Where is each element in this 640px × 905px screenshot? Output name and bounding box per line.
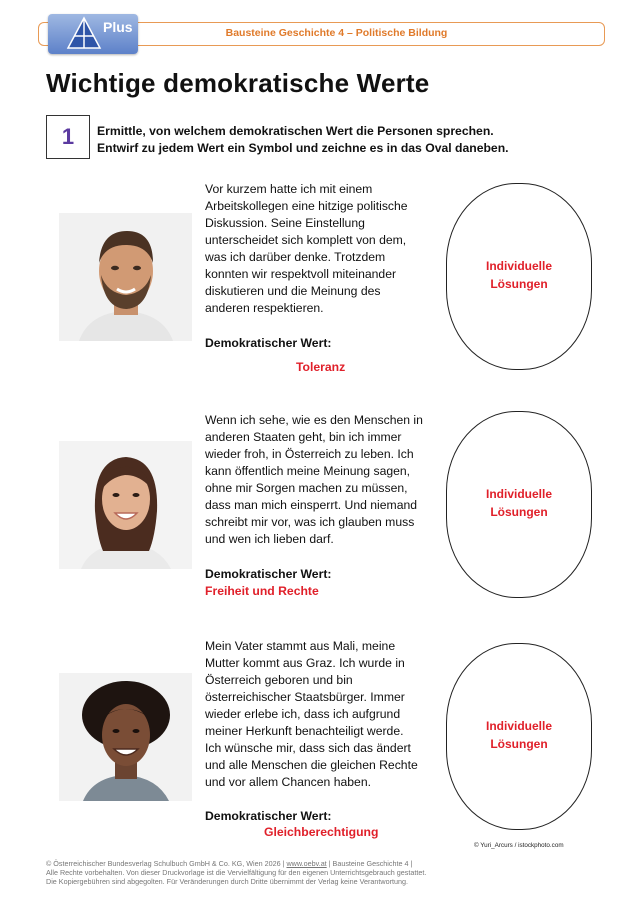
symbol-oval[interactable] <box>446 643 592 830</box>
story-line: und wen ich lieben darf. <box>205 532 334 546</box>
triangle-logo-icon <box>66 16 102 50</box>
story-line: und alle Menschen die gleichen Rechte <box>205 758 418 772</box>
story-line: kann öffentlich meine Meinung sagen, <box>205 464 411 478</box>
story-line: meiner Herkunft benachteiligt werde. <box>205 724 404 738</box>
portrait-photo-woman-smiling <box>59 441 192 569</box>
story-line: unterscheidet sich komplett von dem, <box>205 233 407 247</box>
story-line: diskutieren und die Meinung des <box>205 284 381 298</box>
oval-answer <box>447 257 591 293</box>
photo-credit: © Yuri_Arcurs / istockphoto.com <box>474 842 564 849</box>
oval-line: Individuelle <box>485 487 552 501</box>
story-text <box>205 181 437 317</box>
footer-line <box>46 859 426 868</box>
story-line: wieder froh, in Österreich zu leben. Ich <box>205 447 414 461</box>
instruction-line: Entwirf zu jedem Wert ein Symbol und zeichne es in das Oval daneben. <box>97 141 509 155</box>
symbol-oval[interactable] <box>446 411 592 598</box>
wert-label: Demokratischer Wert: <box>205 809 332 823</box>
oval-line: Individuelle <box>485 719 552 733</box>
story-text <box>205 412 437 548</box>
wert-answer: Freiheit und Rechte <box>205 584 319 598</box>
story-line: und vor allem Chancen haben. <box>205 775 371 789</box>
footer-line: Die Kopiergebühren sind abgegolten. Für Veränderungen durch Dritte übernimmt der Verlag keine Verantwortung. <box>46 877 408 886</box>
oval-line: Lösungen <box>490 505 548 519</box>
wert-answer: Gleichberechtigung <box>264 825 379 839</box>
logo-text: Plus <box>103 19 133 35</box>
footer-line: Alle Rechte vorbehalten. Von dieser Druckvorlage ist die Vervielfältigung für den eigenen Unterrichtsgebrauch gestattet. <box>46 868 427 877</box>
portrait-photo-man-beard <box>59 213 192 341</box>
story-line: ohne mir Sorgen machen zu müssen, <box>205 481 408 495</box>
story-line: Ich wünsche mir, dass sich das ändert <box>205 741 411 755</box>
story-line: Wenn ich sehe, wie es den Menschen in <box>205 413 423 427</box>
instruction-line: Ermittle, von welchem demokratischen Wert die Personen sprechen. <box>97 124 494 138</box>
story-line: Vor kurzem hatte ich mit einem <box>205 182 373 196</box>
story-line: wieder erlebe ich, dass ich aufgrund <box>205 707 401 721</box>
header-title: Bausteine Geschichte 4 – Politische Bildung <box>225 27 448 39</box>
portrait-photo-man-curly-hair <box>59 673 192 801</box>
story-line: anderen Staaten geht, bin ich immer <box>205 430 402 444</box>
story-line: was ich darüber denke. Trotzdem <box>205 250 386 264</box>
symbol-oval[interactable] <box>446 183 592 370</box>
publisher-logo <box>48 14 138 54</box>
story-line: anderen respektieren. <box>205 301 324 315</box>
task-number: 1 <box>46 115 90 159</box>
page-title: Wichtige demokratische Werte <box>46 68 430 98</box>
publisher-link[interactable]: www.oebv.at <box>286 859 327 868</box>
oval-line: Individuelle <box>485 259 552 273</box>
oval-answer <box>447 717 591 753</box>
task-instructions <box>97 123 509 157</box>
wert-answer: Toleranz <box>296 360 346 374</box>
oval-line: Lösungen <box>490 277 548 291</box>
story-line: schreibt mir vor, was ich glauben muss <box>205 515 415 529</box>
oval-answer <box>447 485 591 521</box>
footer-copyright: © Österreichischer Bundesverlag Schulbuch GmbH & Co. KG, Wien 2026 | <box>46 859 285 868</box>
footer-series: | Bausteine Geschichte 4 | <box>328 859 413 868</box>
wert-label: Demokratischer Wert: <box>205 567 332 581</box>
story-line: konnten wir respektvoll miteinander <box>205 267 397 281</box>
story-text <box>205 638 437 791</box>
story-line: österreichischer Staatsbürger. Immer <box>205 690 405 704</box>
story-line: Mutter kommt aus Graz. Ich wurde in <box>205 656 405 670</box>
story-line: Mein Vater stammt aus Mali, meine <box>205 639 396 653</box>
wert-label: Demokratischer Wert: <box>205 336 332 350</box>
story-line: Österreich geboren und bin <box>205 673 353 687</box>
footer <box>46 859 426 886</box>
oval-line: Lösungen <box>490 737 548 751</box>
story-line: Diskussion. Seine Einstellung <box>205 216 365 230</box>
story-line: Arbeitskollegen eine hitzige politische <box>205 199 408 213</box>
story-line: dass man mich einsperrt. Und niemand <box>205 498 418 512</box>
